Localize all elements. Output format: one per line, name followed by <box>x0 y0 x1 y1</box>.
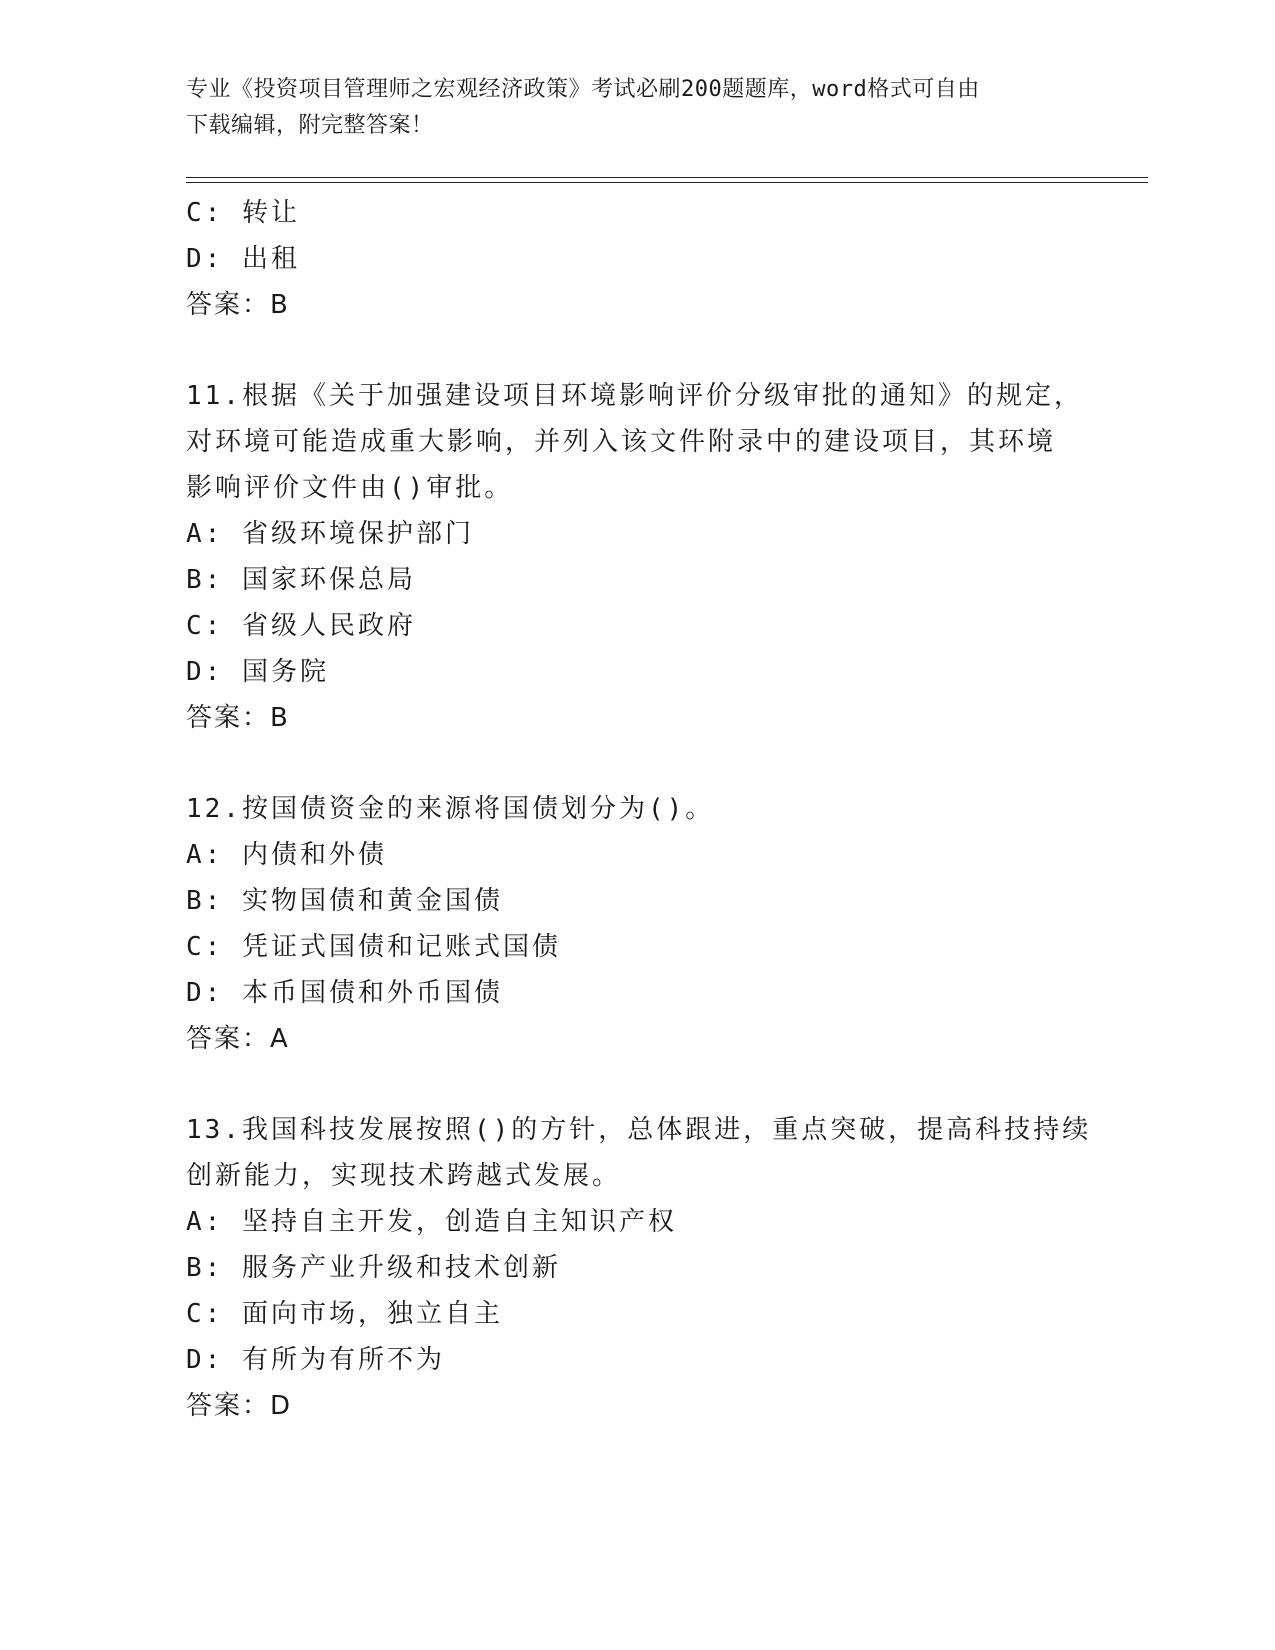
answer: 答案：D <box>186 1391 293 1421</box>
question-text-line: 对环境可能造成重大影响，并列入该文件附录中的建设项目，其环境 <box>186 427 1057 457</box>
question-list <box>186 190 1092 1429</box>
question-10-tail <box>186 190 1086 328</box>
header-line-2: 下载编辑，附完整答案！ <box>186 113 434 138</box>
header-divider-bottom <box>186 182 1148 183</box>
question-text-line: 影响评价文件由()审批。 <box>186 473 514 503</box>
question-text-line: 12.按国债资金的来源将国债划分为()。 <box>186 794 715 824</box>
option-a: A: 省级环境保护部门 <box>186 519 474 549</box>
option-d: D: 出租 <box>186 244 300 274</box>
question-11 <box>186 373 1086 741</box>
option-d: D: 国务院 <box>186 657 329 687</box>
option-d: D: 本币国债和外币国债 <box>186 978 503 1008</box>
option-c: C: 省级人民政府 <box>186 611 416 641</box>
option-b: B: 国家环保总局 <box>186 565 416 595</box>
question-text-line: 11.根据《关于加强建设项目环境影响评价分级审批的通知》的规定， <box>186 381 1083 411</box>
option-c: C: 面向市场，独立自主 <box>186 1299 503 1329</box>
answer: 答案：B <box>186 290 290 320</box>
question-text-line: 创新能力，实现技术跨越式发展。 <box>186 1161 622 1191</box>
option-b: B: 服务产业升级和技术创新 <box>186 1253 561 1283</box>
option-a: A: 坚持自主开发，创造自主知识产权 <box>186 1207 677 1237</box>
spacer <box>186 328 1086 373</box>
option-c: C: 转让 <box>186 198 300 228</box>
header-divider-top <box>186 177 1148 178</box>
spacer <box>186 1062 1086 1107</box>
question-13 <box>186 1107 1092 1429</box>
option-a: A: 内债和外债 <box>186 840 387 870</box>
option-c: C: 凭证式国债和记账式国债 <box>186 932 561 962</box>
answer: 答案：B <box>186 703 290 733</box>
document-header <box>186 72 1086 144</box>
option-b: B: 实物国债和黄金国债 <box>186 886 503 916</box>
option-d: D: 有所为有所不为 <box>186 1345 445 1375</box>
header-line-1: 专业《投资项目管理师之宏观经济政策》考试必刷200题题库，word格式可自由 <box>186 77 980 102</box>
question-12 <box>186 786 1086 1062</box>
answer: 答案：A <box>186 1024 290 1054</box>
spacer <box>186 741 1086 786</box>
question-text-line: 13.我国科技发展按照()的方针，总体跟进，重点突破，提高科技持续 <box>186 1115 1092 1145</box>
